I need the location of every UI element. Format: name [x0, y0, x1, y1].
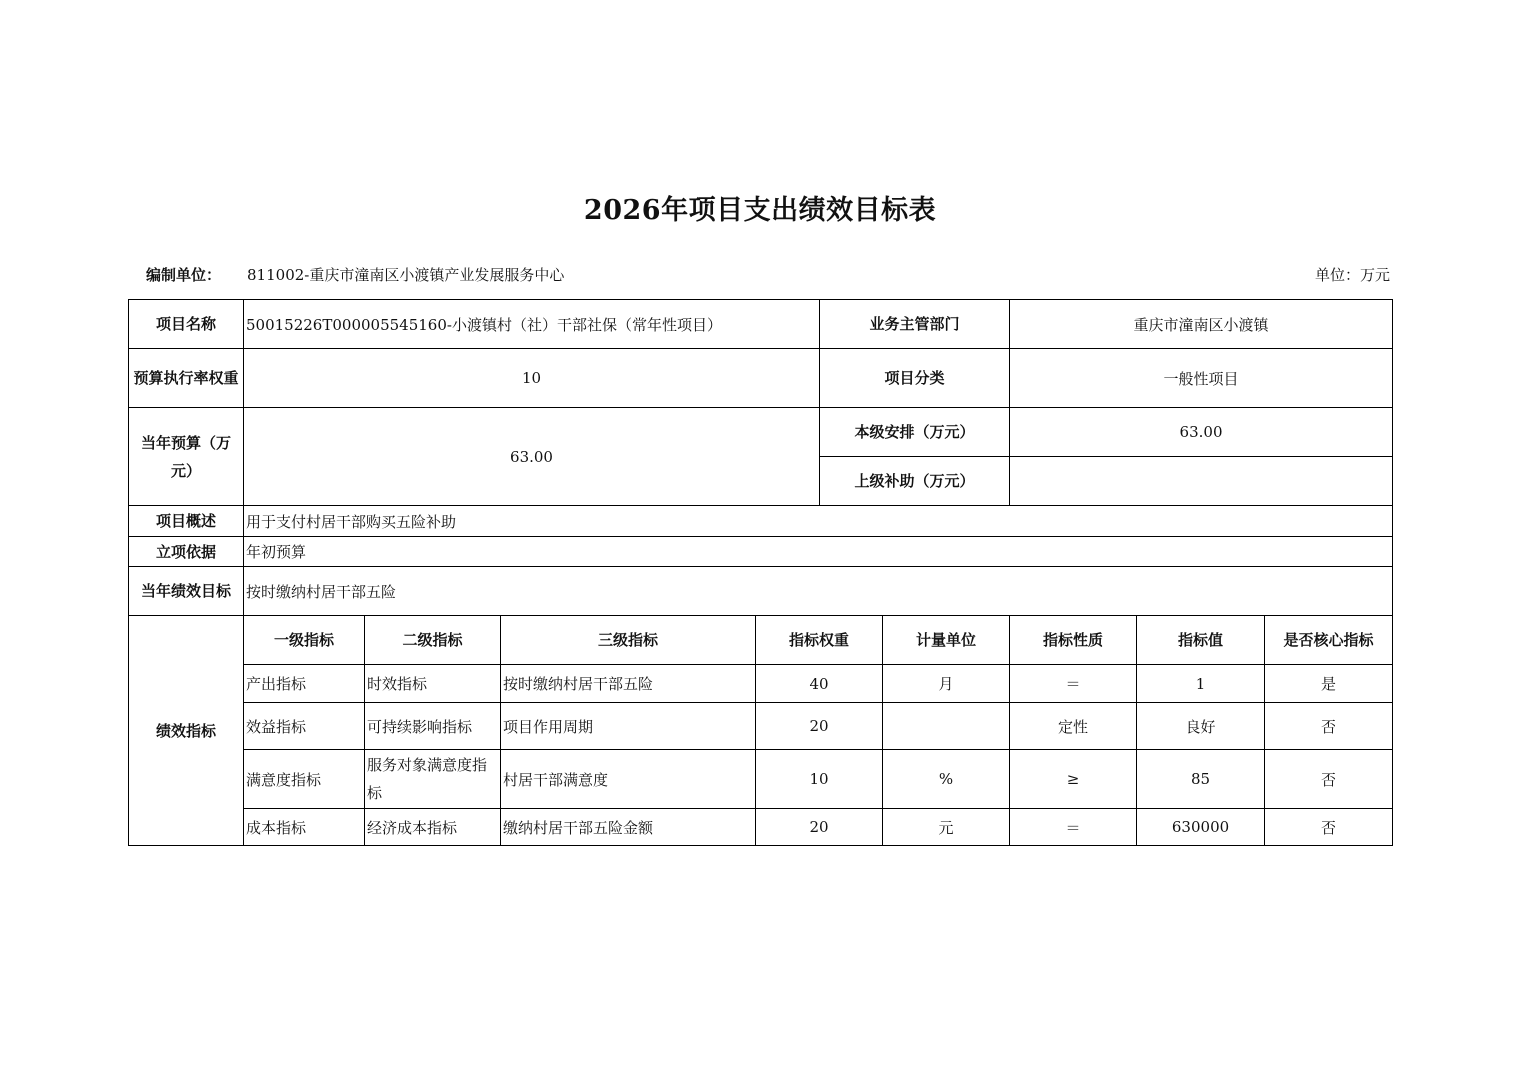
unit-cell: % [883, 750, 1010, 809]
table-row [129, 703, 1393, 750]
level2-cell: 经济成本指标 [365, 809, 501, 846]
level2-cell: 可持续影响指标 [365, 703, 501, 750]
value-cell: 良好 [1137, 703, 1265, 750]
col-header-core: 是否核心指标 [1265, 616, 1393, 665]
level1-cell: 成本指标 [244, 809, 365, 846]
nature-cell: ≥ [1010, 750, 1137, 809]
weight-cell: 20 [756, 703, 883, 750]
level3-cell: 按时缴纳村居干部五险 [501, 665, 756, 703]
table-row [129, 665, 1393, 703]
summary-value: 用于支付村居干部购买五险补助 [244, 506, 1393, 537]
indicator-header-row [129, 616, 1393, 665]
level1-cell: 产出指标 [244, 665, 365, 703]
compiling-unit [146, 264, 564, 285]
summary-label: 项目概述 [129, 506, 244, 537]
col-header-level2: 二级指标 [365, 616, 501, 665]
local-label: 本级安排（万元） [820, 408, 1010, 457]
level3-cell: 项目作用周期 [501, 703, 756, 750]
row-project-name [129, 300, 1393, 349]
col-header-level3: 三级指标 [501, 616, 756, 665]
weight-cell: 10 [756, 750, 883, 809]
level3-cell: 村居干部满意度 [501, 750, 756, 809]
weight-cell: 20 [756, 809, 883, 846]
dept-value: 重庆市潼南区小渡镇 [1010, 300, 1393, 349]
row-summary [129, 506, 1393, 537]
basis-label: 立项依据 [129, 537, 244, 567]
dept-label: 业务主管部门 [820, 300, 1010, 349]
performance-target-table [128, 299, 1393, 846]
level1-cell: 满意度指标 [244, 750, 365, 809]
col-header-level1: 一级指标 [244, 616, 365, 665]
value-cell: 630000 [1137, 809, 1265, 846]
col-header-nature: 指标性质 [1010, 616, 1137, 665]
nature-cell: ＝ [1010, 809, 1137, 846]
compiling-unit-label: 编制单位： [146, 266, 222, 284]
row-basis [129, 537, 1393, 567]
col-header-weight: 指标权重 [756, 616, 883, 665]
weight-value: 10 [244, 349, 820, 408]
weight-label: 预算执行率权重 [129, 349, 244, 408]
project-name-label: 项目名称 [129, 300, 244, 349]
core-cell: 否 [1265, 703, 1393, 750]
row-weight [129, 349, 1393, 408]
compiling-unit-value: 811002-重庆市潼南区小渡镇产业发展服务中心 [247, 266, 565, 284]
level3-cell: 缴纳村居干部五险金额 [501, 809, 756, 846]
nature-cell: ＝ [1010, 665, 1137, 703]
col-header-value: 指标值 [1137, 616, 1265, 665]
page-title: 2026年项目支出绩效目标表 [583, 195, 937, 226]
basis-value: 年初预算 [244, 537, 1393, 567]
category-value: 一般性项目 [1010, 349, 1393, 408]
level1-cell: 效益指标 [244, 703, 365, 750]
currency-unit: 单位：万元 [1314, 266, 1390, 284]
upper-value [1010, 457, 1393, 506]
weight-cell: 40 [756, 665, 883, 703]
project-name-value: 50015226T000005545160-小渡镇村（社）干部社保（常年性项目） [244, 300, 820, 349]
value-cell: 85 [1137, 750, 1265, 809]
category-label: 项目分类 [820, 349, 1010, 408]
col-header-unit: 计量单位 [883, 616, 1010, 665]
level2-cell: 时效指标 [365, 665, 501, 703]
row-goal [129, 567, 1393, 616]
indicator-section-label: 绩效指标 [129, 616, 244, 846]
local-value: 63.00 [1010, 408, 1393, 457]
goal-value: 按时缴纳村居干部五险 [244, 567, 1393, 616]
core-cell: 否 [1265, 750, 1393, 809]
budget-label: 当年预算（万元） [129, 408, 244, 506]
table-row [129, 809, 1393, 846]
unit-cell: 元 [883, 809, 1010, 846]
upper-label: 上级补助（万元） [820, 457, 1010, 506]
core-cell: 是 [1265, 665, 1393, 703]
budget-value: 63.00 [244, 408, 820, 506]
unit-cell: 月 [883, 665, 1010, 703]
goal-label: 当年绩效目标 [129, 567, 244, 616]
core-cell: 否 [1265, 809, 1393, 846]
level2-cell: 服务对象满意度指标 [365, 750, 501, 809]
table-row [129, 750, 1393, 809]
row-budget-local [129, 408, 1393, 457]
nature-cell: 定性 [1010, 703, 1137, 750]
unit-cell [883, 703, 1010, 750]
value-cell: 1 [1137, 665, 1265, 703]
